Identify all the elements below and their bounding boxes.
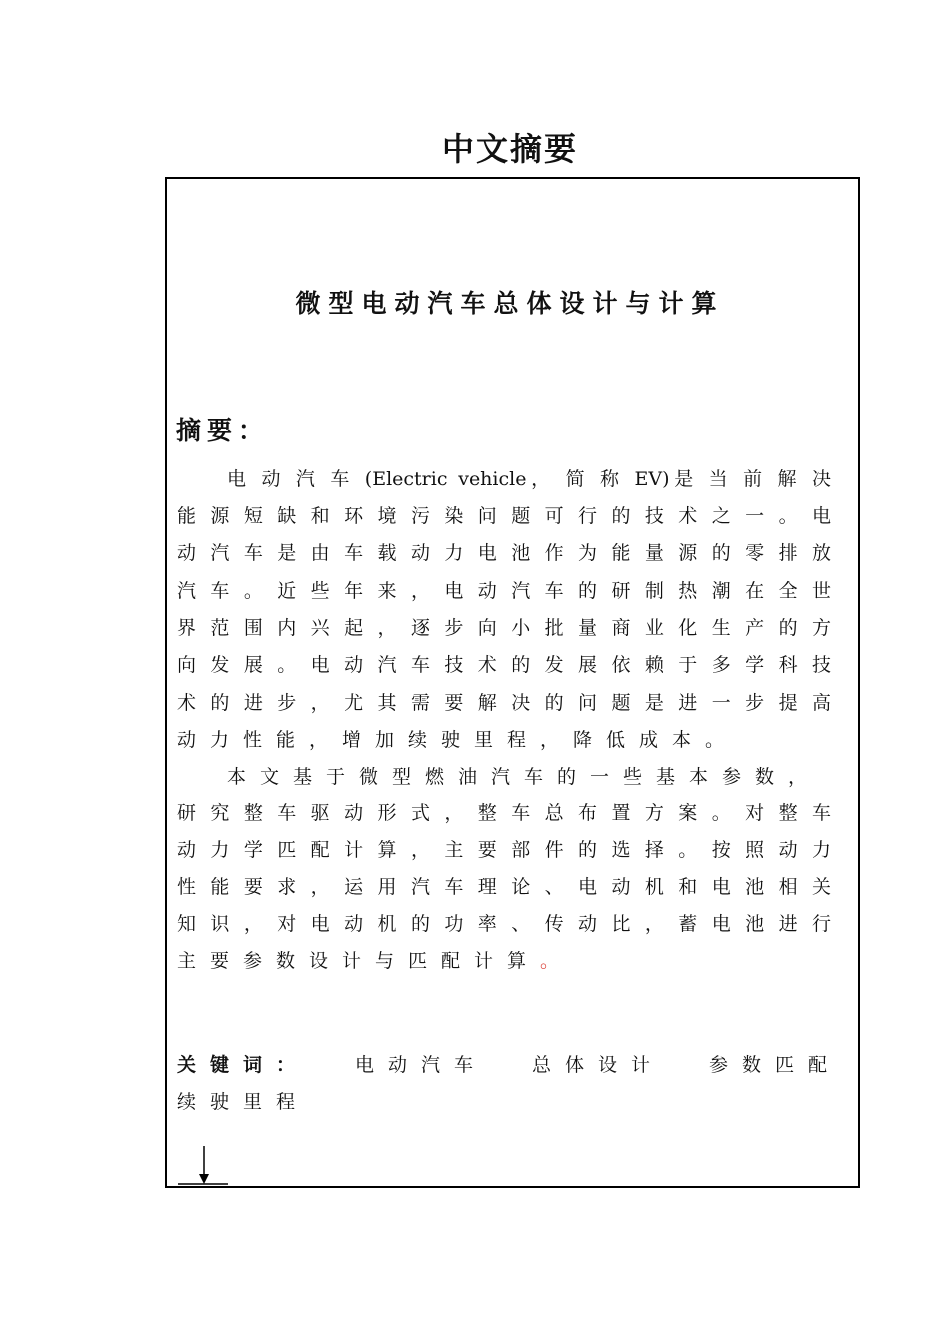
keyword: 参数匹配 — [709, 1054, 842, 1076]
anchor-arrow-icon — [178, 1146, 230, 1186]
keyword: 续驶里程 — [177, 1091, 310, 1113]
paragraph-1-line: 向 发 展 。 电 动 汽 车 技 术 的 发 展 依 赖 于 多 学 科 技 — [177, 654, 831, 676]
keywords-label: 关键词： — [177, 1054, 295, 1076]
paragraph-1-line: 动 汽 车 是 由 车 载 动 力 电 池 作 为 能 量 源 的 零 排 放 — [177, 542, 831, 564]
keyword: 总体设计 — [532, 1054, 665, 1076]
paragraph-1-line: 动力性能，增加续驶里程，降低成本。 — [177, 729, 739, 751]
abstract-label: 摘要： — [176, 416, 270, 445]
paragraph-1-line: 汽 车 。 近 些 年 来 ， 电 动 汽 车 的 研 制 热 潮 在 全 世 — [177, 580, 831, 602]
paragraph-2-last-line — [177, 948, 573, 974]
paragraph-2-line: 动 力 学 匹 配 计 算 ， 主 要 部 件 的 选 择 。 按 照 动 力 — [177, 839, 831, 861]
paragraph-2-line: 本 文 基 于 微 型 燃 油 汽 车 的 一 些 基 本 参 数 ， — [227, 766, 807, 788]
paragraph-1-line: 界 范 围 内 兴 起 ， 逐 步 向 小 批 量 商 业 化 生 产 的 方 — [177, 617, 831, 639]
paragraph-2-line: 性 能 要 求 ， 运 用 汽 车 理 论 、 电 动 机 和 电 池 相 关 — [177, 876, 831, 898]
paragraph-2-line: 知 识 ， 对 电 动 机 的 功 率 、 传 动 比 ， 蓄 电 池 进 行 — [177, 913, 831, 935]
edit-mark: 。 — [540, 950, 574, 972]
paragraph-1-line: 能 源 短 缺 和 环 境 污 染 问 题 可 行 的 技 术 之 一 。 电 — [177, 505, 831, 527]
paragraph-1-line: 电 动 汽 车 (Electric vehicle， 简 称 EV)是 当 前 解 决 — [227, 468, 831, 490]
paragraph-1-line: 术 的 进 步 ， 尤 其 需 要 解 决 的 问 题 是 进 一 步 提 高 — [177, 692, 831, 714]
paragraph-2-last-text: 主要参数设计与匹配计算 — [177, 950, 541, 972]
abstract-frame — [165, 177, 860, 1188]
page-heading: 中文摘要 — [441, 130, 578, 168]
paragraph-2-line: 研 究 整 车 驱 动 形 式 ， 整 车 总 布 置 方 案 。 对 整 车 — [177, 802, 831, 824]
thesis-title: 微型电动汽车总体设计与计算 — [295, 289, 725, 318]
keyword: 电动汽车 — [355, 1054, 488, 1076]
